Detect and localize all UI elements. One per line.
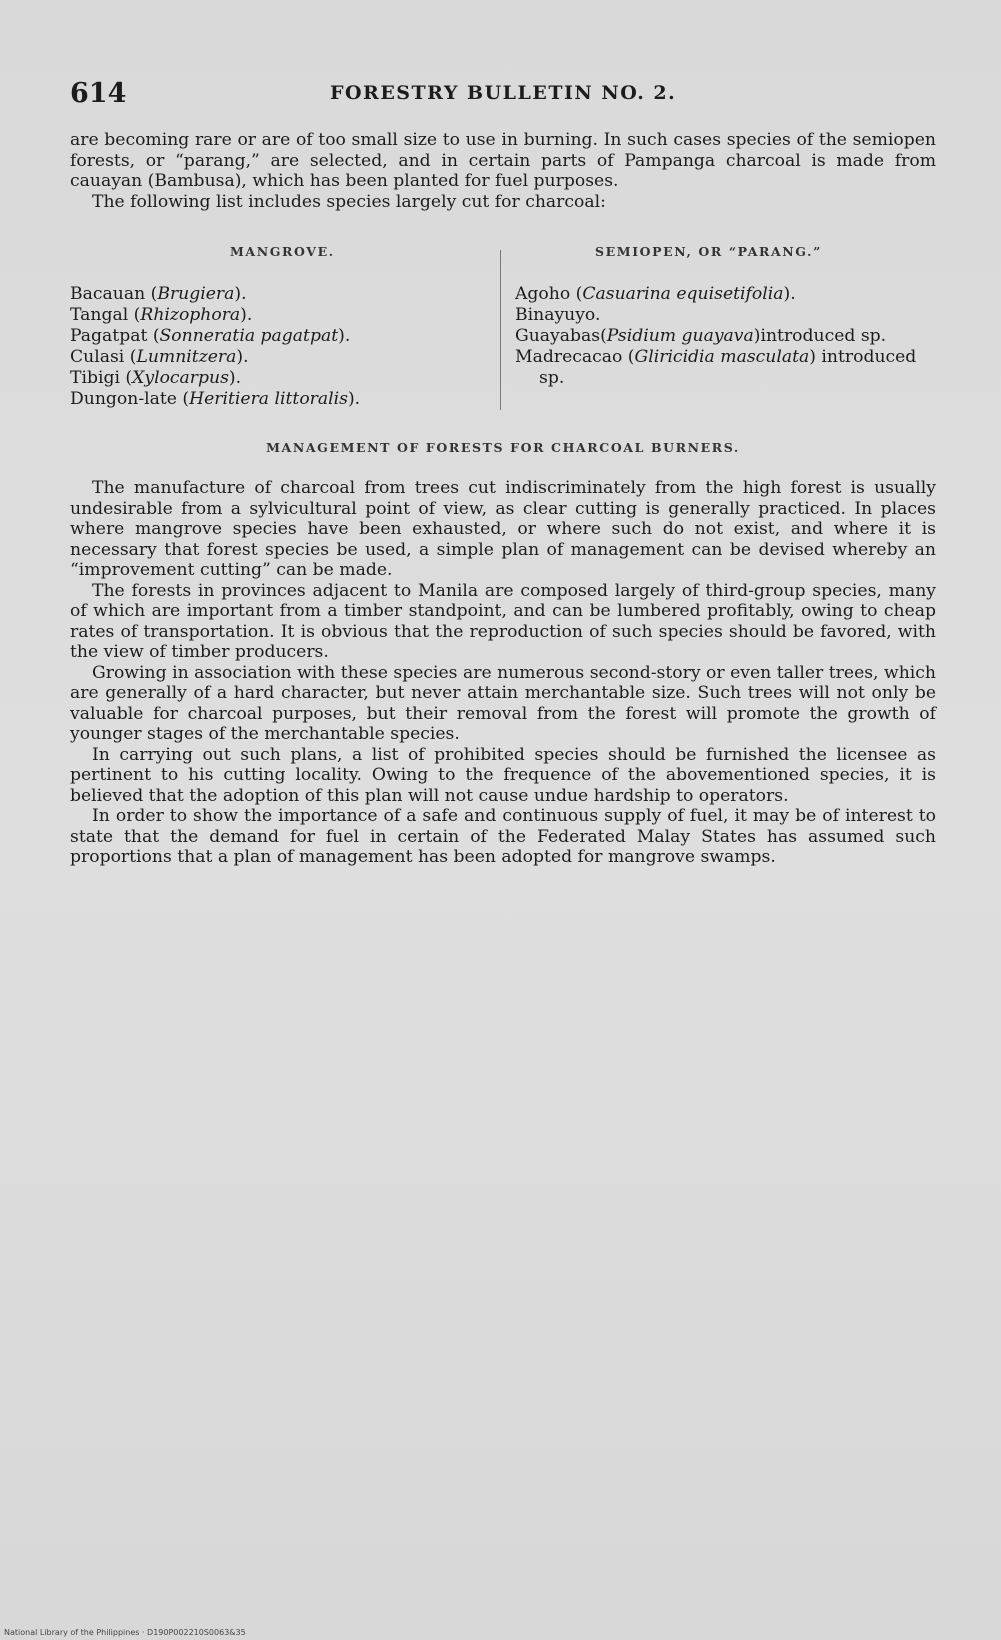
list-item: Bacauan (Brugiera).	[70, 284, 247, 304]
library-stamp: National Library of the Philippines · D190P002210S0063&35	[4, 1628, 246, 1637]
page-header	[70, 78, 930, 108]
species-lists	[70, 244, 936, 414]
section-body	[70, 478, 936, 868]
intro-text: are becoming rare or are of too small size to use in burning. In such cases species of the semiopen forests, or “parang,” are selected, and in certain parts of Pampanga charcoal is made from cauayan (Bambusa), which has been planted for fuel purposes.	[70, 130, 936, 191]
intro-paragraph	[70, 130, 936, 212]
section-heading: MANAGEMENT OF FORESTS FOR CHARCOAL BURNERS.	[266, 440, 740, 455]
page-number: 614	[70, 78, 127, 109]
mangrove-heading: MANGROVE.	[230, 244, 335, 259]
running-head: FORESTRY BULLETIN NO. 2.	[330, 82, 677, 104]
list-intro: The following list includes species largely cut for charcoal:	[92, 191, 606, 212]
body-paragraph: Growing in association with these species are numerous second-story or even taller trees, which are generally of a hard character, but never attain merchantable size. Such trees will not only be valuable for charcoal purposes, but their removal from the forest will promote the growth of younger stages of the merchantable species.	[70, 662, 936, 744]
body-paragraph: The manufacture of charcoal from trees cut indiscriminately from the high forest is usually undesirable from a sylvicultural point of view, as clear cutting is generally practiced. In places where mangrove species have been exhausted, or where such do not exist, and where it is necessary that forest species be used, a simple plan of management can be devised whereby an “improvement cutting” can be made.	[70, 478, 936, 580]
body-paragraph: In carrying out such plans, a list of prohibited species should be furnished the licensee as pertinent to his cutting locality. Owing to the frequence of the abovementioned species, it is believed that the adoption of this plan will not cause undue hardship to operators.	[70, 744, 936, 806]
body-paragraph: In order to show the importance of a safe and continuous supply of fuel, it may be of interest to state that the demand for fuel in certain of the Federated Malay States has assumed such proportions that a plan of management has been adopted for mangrove swamps.	[70, 806, 936, 867]
list-item: Dungon-late (Heritiera littoralis).	[70, 389, 361, 409]
mangrove-list	[70, 284, 470, 410]
list-item: Madrecacao (Gliricidia masculata) introduced sp.	[515, 347, 917, 388]
semiopen-list	[515, 284, 936, 389]
list-item: Guayabas(Psidium guayava)introduced sp.	[515, 326, 887, 346]
list-item: Culasi (Lumnitzera).	[70, 347, 249, 367]
list-item: Binayuyo.	[515, 305, 601, 325]
column-divider	[500, 250, 501, 410]
list-item: Pagatpat (Sonneratia pagatpat).	[70, 326, 351, 346]
list-item: Tangal (Rhizophora).	[70, 305, 253, 325]
body-paragraph: The forests in provinces adjacent to Manila are composed largely of third-group species, many of which are important from a timber standpoint, and can be lumbered profitably, owing to cheap rates of transportation. It is obvious that the reproduction of such species should be favored, with the view of timber producers.	[70, 580, 936, 662]
semiopen-heading: SEMIOPEN, OR “PARANG.”	[595, 244, 822, 259]
list-item: Agoho (Casuarina equisetifolia).	[515, 284, 796, 304]
list-item: Tibigi (Xylocarpus).	[70, 368, 242, 388]
